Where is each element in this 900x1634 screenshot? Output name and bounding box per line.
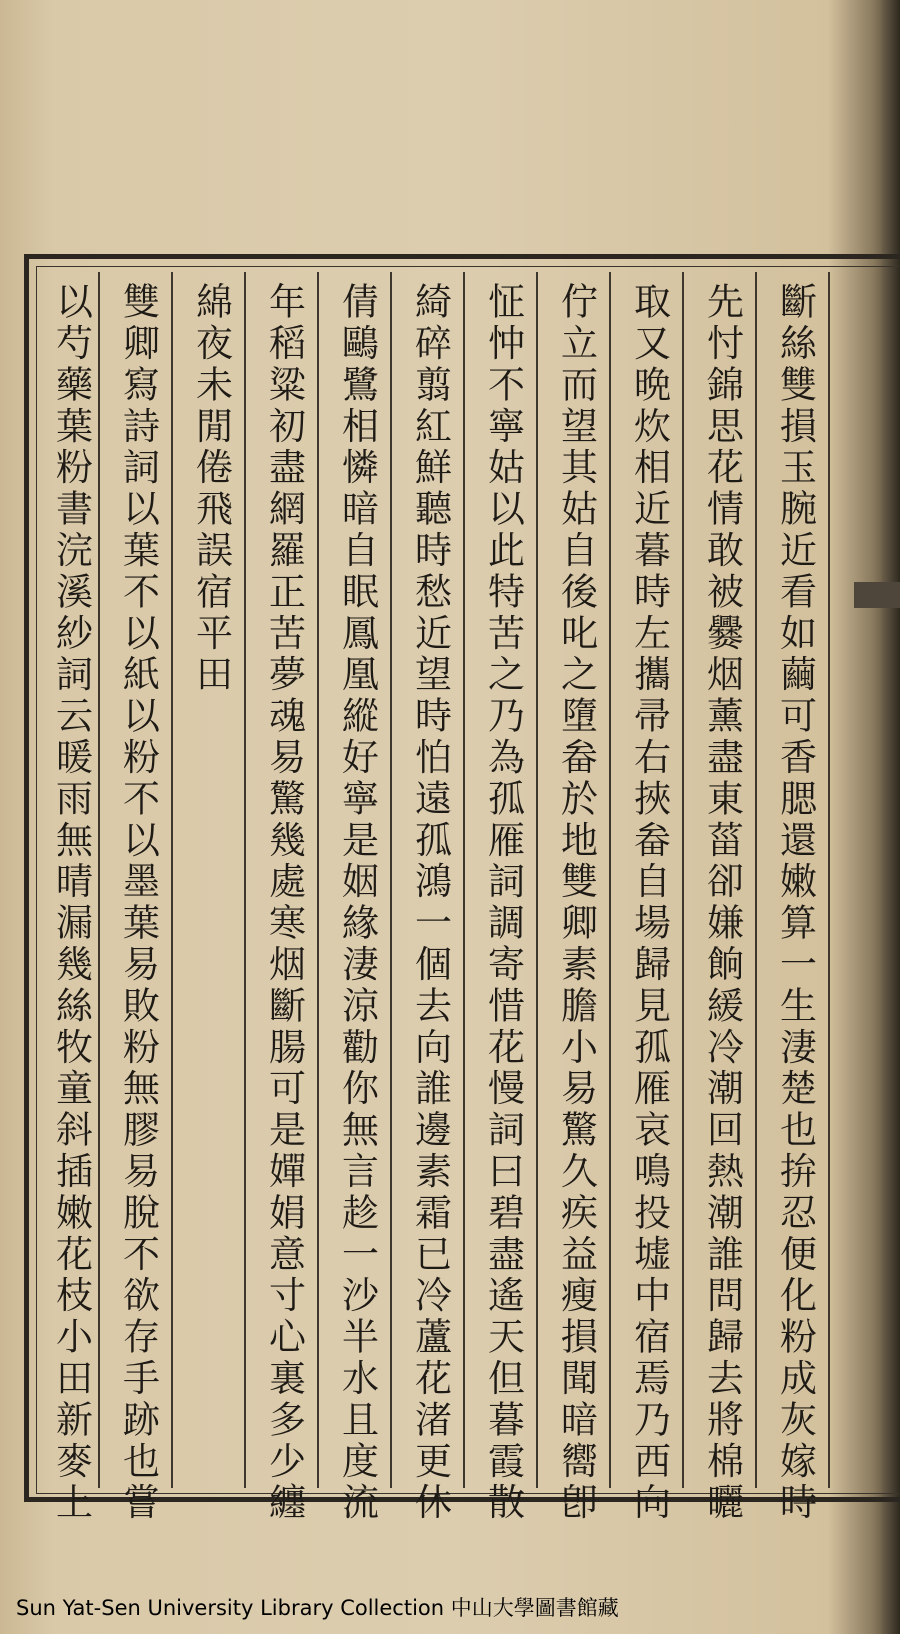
column-text: 倩鷗鷺相憐暗自眠鳳凰縱好寧是姻緣淒涼勸你無言趁一沙半水且度流	[335, 282, 379, 1524]
column-text: 佇立而望其姑自後叱之墮畚於地雙卿素膽小易驚久疾益瘦損聞暗嚮卽	[554, 282, 598, 1524]
text-column-10	[104, 278, 172, 1524]
collection-caption: Sun Yat-Sen University Library Collection 中山大學圖書館藏	[16, 1596, 619, 1620]
text-column-4	[542, 278, 610, 1524]
column-text: 以芍藥葉粉書浣溪紗詞云暖雨無晴漏幾絲牧童斜插嫩花枝小田新麥上	[49, 282, 93, 1524]
text-column-8	[250, 278, 318, 1524]
column-text: 先忖錦思花情敢被爨烟薰盡東菑卻嫌餉緩冷潮回熱潮誰問歸去將棉曬	[700, 282, 744, 1524]
column-text: 怔忡不寧姑以此特苦之乃為孤雁詞調寄惜花慢詞曰碧盡遙天但暮霞散	[481, 282, 525, 1524]
text-column-11	[37, 278, 105, 1524]
column-text: 綺碎翦紅鮮聽時愁近望時怕遠孤鴻一個去向誰邊素霜已冷蘆花渚更休	[408, 282, 452, 1524]
text-column-7	[323, 278, 391, 1524]
text-column-1	[761, 278, 829, 1524]
text-column-3	[615, 278, 683, 1524]
text-column-5	[469, 278, 537, 1524]
column-text: 取又晩炊相近暮時左攜帚右挾畚自場歸見孤雁哀鳴投墟中宿焉乃西向	[627, 282, 671, 1524]
column-text: 雙卿寫詩詞以葉不以紙以粉不以墨葉易敗粉無膠易脫不欲存手跡也嘗	[116, 282, 160, 1524]
text-column-9	[177, 278, 245, 1478]
column-text: 綿夜未閒倦飛誤宿平田	[189, 282, 233, 696]
column-text: 年稻粱初盡網羅正苦夢魂易驚幾處寒烟斷腸可是嬋娟意寸心裏多少纏	[262, 282, 306, 1524]
text-column-2	[688, 278, 756, 1524]
text-column-6	[396, 278, 464, 1524]
column-text: 斷絲雙損玉腕近看如繭可香腮還嫩算一生淒楚也拚忍便化粉成灰嫁時	[773, 282, 817, 1524]
